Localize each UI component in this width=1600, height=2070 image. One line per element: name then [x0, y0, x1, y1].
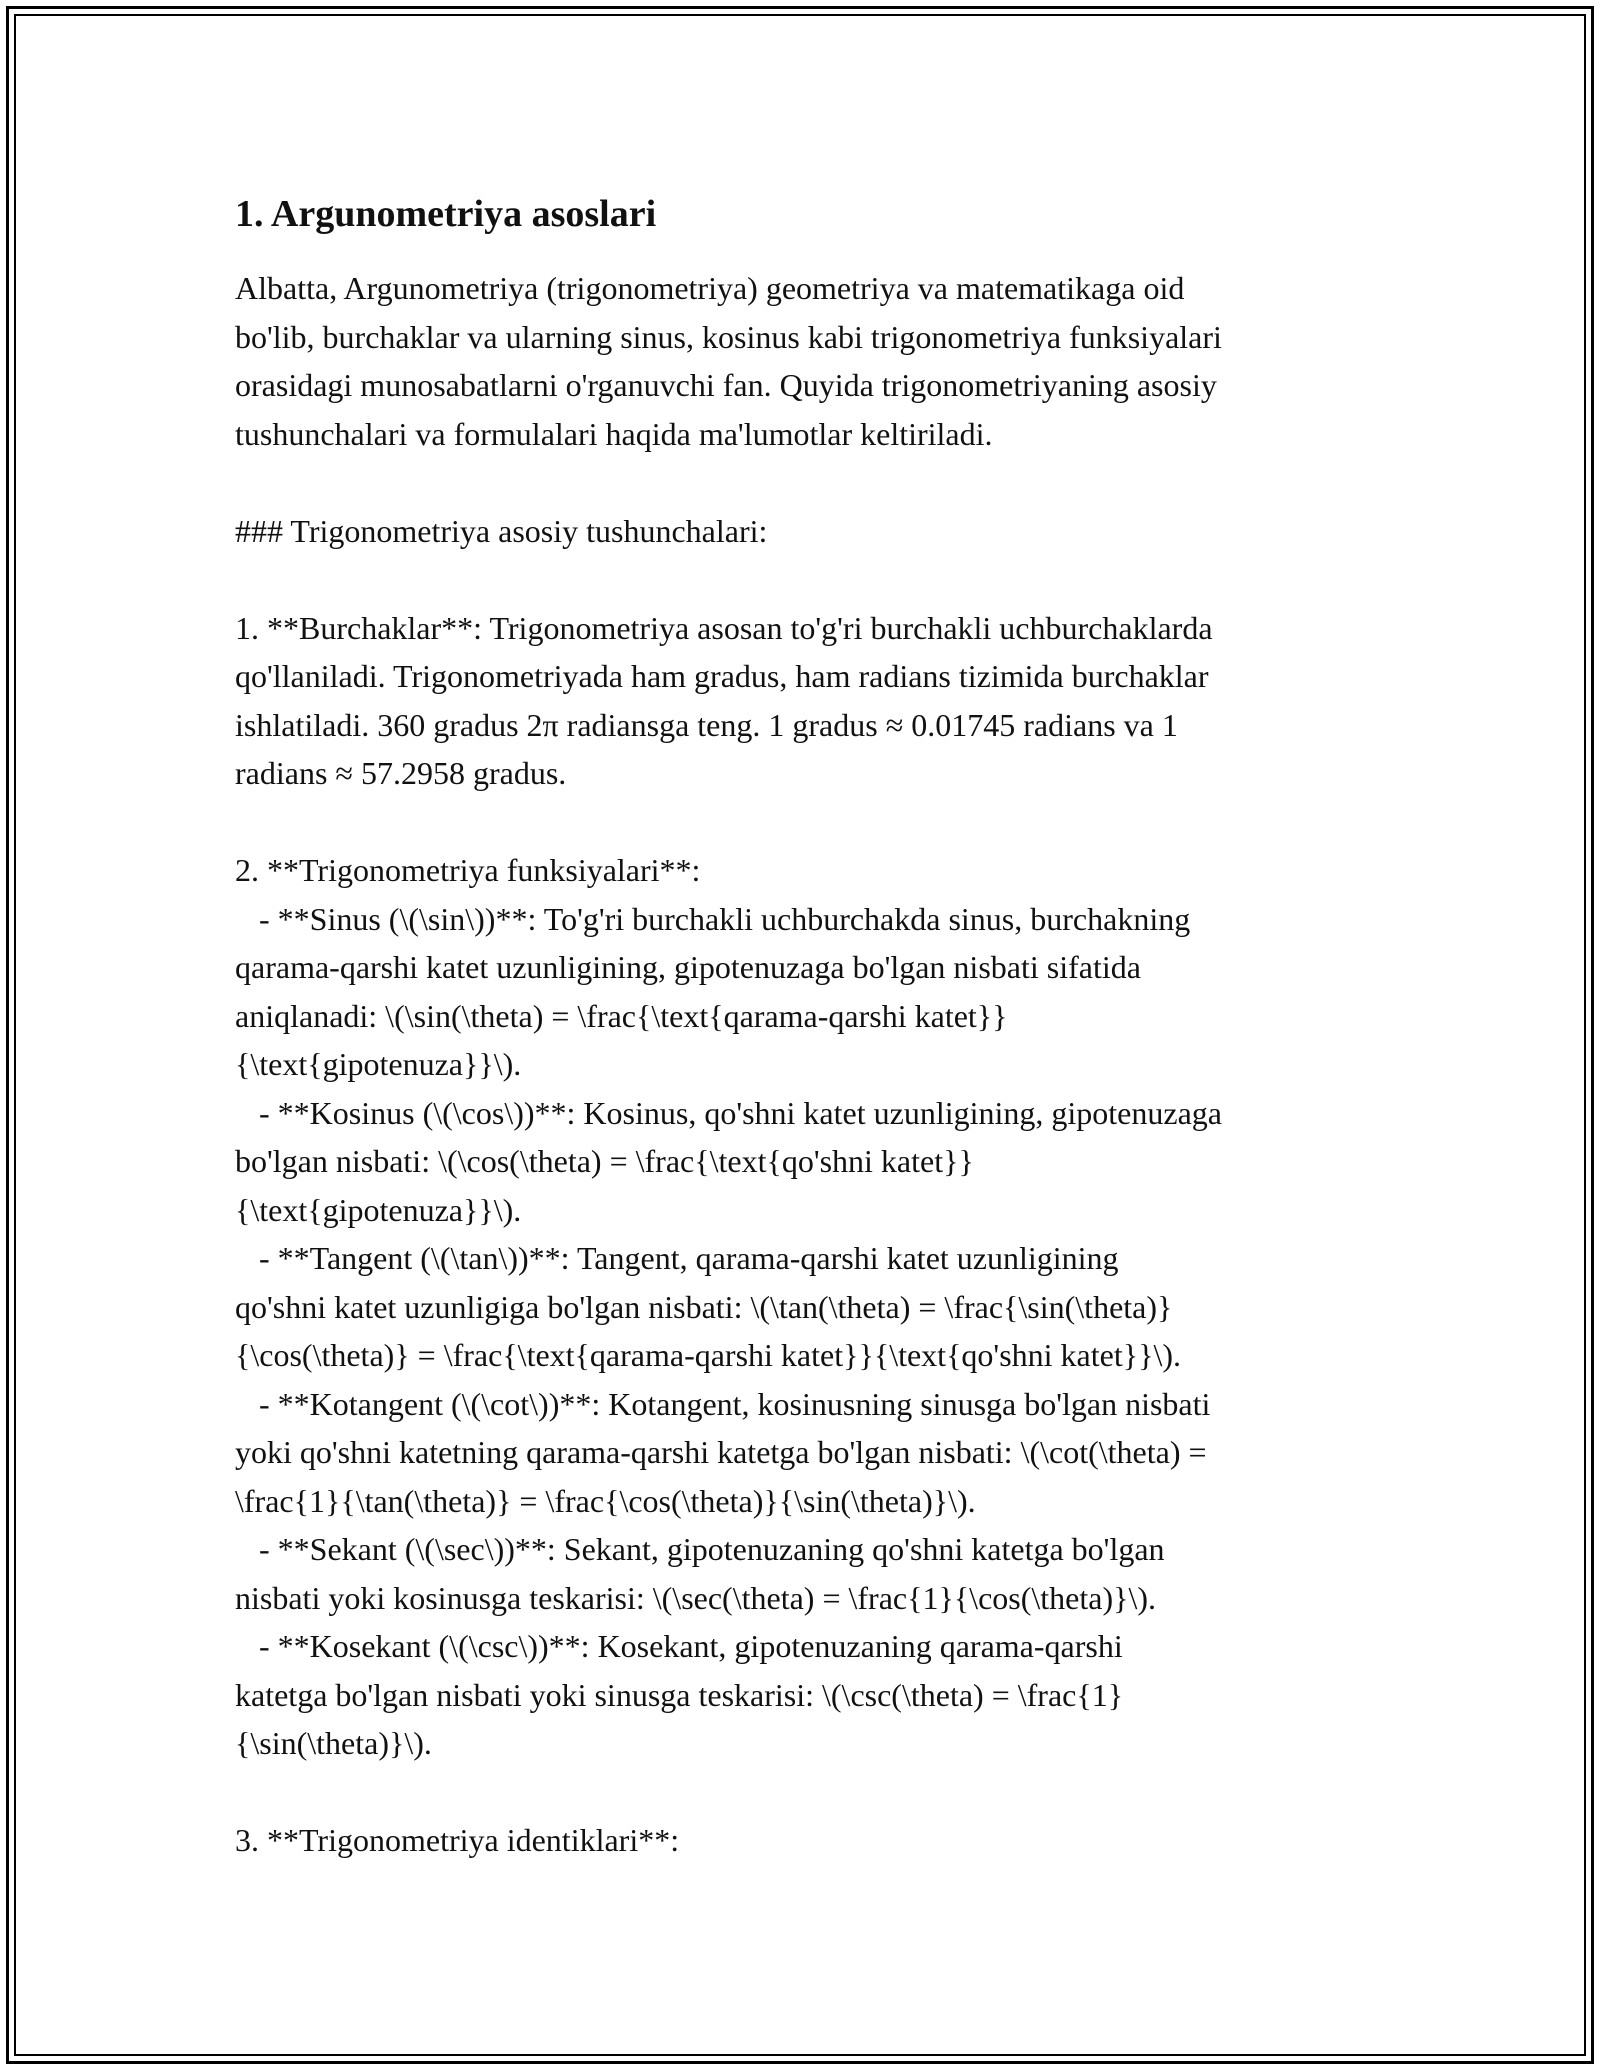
list-item-identiklar [235, 1816, 1380, 1865]
text-line: {\text{gipotenuza}}\). [235, 1191, 522, 1228]
text-line: qo'llaniladi. Trigonometriyada ham gradus, ham radians tizimida burchaklar [235, 658, 1209, 694]
text-line: - **Tangent (\(\tan\))**: Tangent, qarama-qarshi katet uzunligining [235, 1240, 1119, 1276]
text-line: bo'lib, burchaklar va ularning sinus, kosinus kabi trigonometriya funksiyalari [235, 318, 1222, 355]
document-body [235, 186, 1380, 1913]
text-line: qo'shni katet uzunligiga bo'lgan nisbati: \(\tan(\theta) = \frac{\sin(\theta)} [235, 1288, 1173, 1325]
text-line: yoki qo'shni katetning qarama-qarshi katetga bo'lgan nisbati: \(\cot(\theta) = [235, 1434, 1207, 1470]
text-line: {\cos(\theta)} = \frac{\text{qarama-qarshi katet}}{\text{qo'shni katet}}\). [235, 1337, 1181, 1373]
section-heading [235, 507, 1380, 556]
text-line: 1. **Burchaklar**: Trigonometriya asosan to'g'ri burchakli uchburchaklarda [235, 609, 1213, 646]
list-item-funksiyalar [235, 846, 1380, 1768]
text-line: ### Trigonometriya asosiy tushunchalari: [235, 512, 768, 549]
text-line: bo'lgan nisbati: \(\cos(\theta) = \frac{\text{qo'shni katet}} [235, 1143, 974, 1179]
text-line: katetga bo'lgan nisbati yoki sinusga teskarisi: \(\csc(\theta) = \frac{1} [235, 1676, 1124, 1713]
text-line: - **Sekant (\(\sec\))**: Sekant, gipotenuzaning qo'shni katetga bo'lgan [235, 1531, 1165, 1567]
text-line: - **Kosinus (\(\cos\))**: Kosinus, qo'shni katet uzunligining, gipotenuzaga [235, 1094, 1222, 1131]
text-line: \frac{1}{\tan(\theta)} = \frac{\cos(\theta)}{\sin(\theta)}\). [235, 1482, 976, 1519]
text-line: ishlatiladi. 360 gradus 2π radiansga teng. 1 gradus ≈ 0.01745 radians va 1 [235, 706, 1178, 743]
text-line: - **Sinus (\(\sin\))**: To'g'ri burchakli uchburchakda sinus, burchakning [235, 900, 1191, 937]
list-item-burchaklar [235, 604, 1380, 798]
intro-paragraph [235, 264, 1380, 458]
text-line: - **Kosekant (\(\csc\))**: Kosekant, gipotenuzaning qarama-qarshi [235, 1628, 1123, 1664]
text-line: qarama-qarshi katet uzunligining, gipotenuzaga bo'lgan nisbati sifatida [235, 949, 1141, 985]
text-line: {\text{gipotenuza}}\). [235, 1046, 522, 1082]
text-line: 2. **Trigonometriya funksiyalari**: [235, 852, 701, 888]
text-line: tushunchalari va formulalari haqida ma'lumotlar keltiriladi. [235, 415, 993, 452]
text-line: Albatta, Argunometriya (trigonometriya) geometriya va matematikaga oid [235, 270, 1185, 306]
text-line: aniqlanadi: \(\sin(\theta) = \frac{\text{qarama-qarshi katet}} [235, 997, 1008, 1034]
text-line: radians ≈ 57.2958 gradus. [235, 755, 567, 791]
text-line: nisbati yoki kosinusga teskarisi: \(\sec(\theta) = \frac{1}{\cos(\theta)}\). [235, 1579, 1157, 1616]
text-line: 3. **Trigonometriya identiklari**: [235, 1822, 680, 1858]
text-line: orasidagi munosabatlarni o'rganuvchi fan. Quyida trigonometriyaning asosiy [235, 367, 1217, 403]
text-line: {\sin(\theta)}\). [235, 1725, 432, 1761]
text-line: - **Kotangent (\(\cot\))**: Kotangent, kosinusning sinusga bo'lgan nisbati [235, 1385, 1211, 1422]
document-title: 1. Argunometriya asoslari [235, 193, 657, 235]
